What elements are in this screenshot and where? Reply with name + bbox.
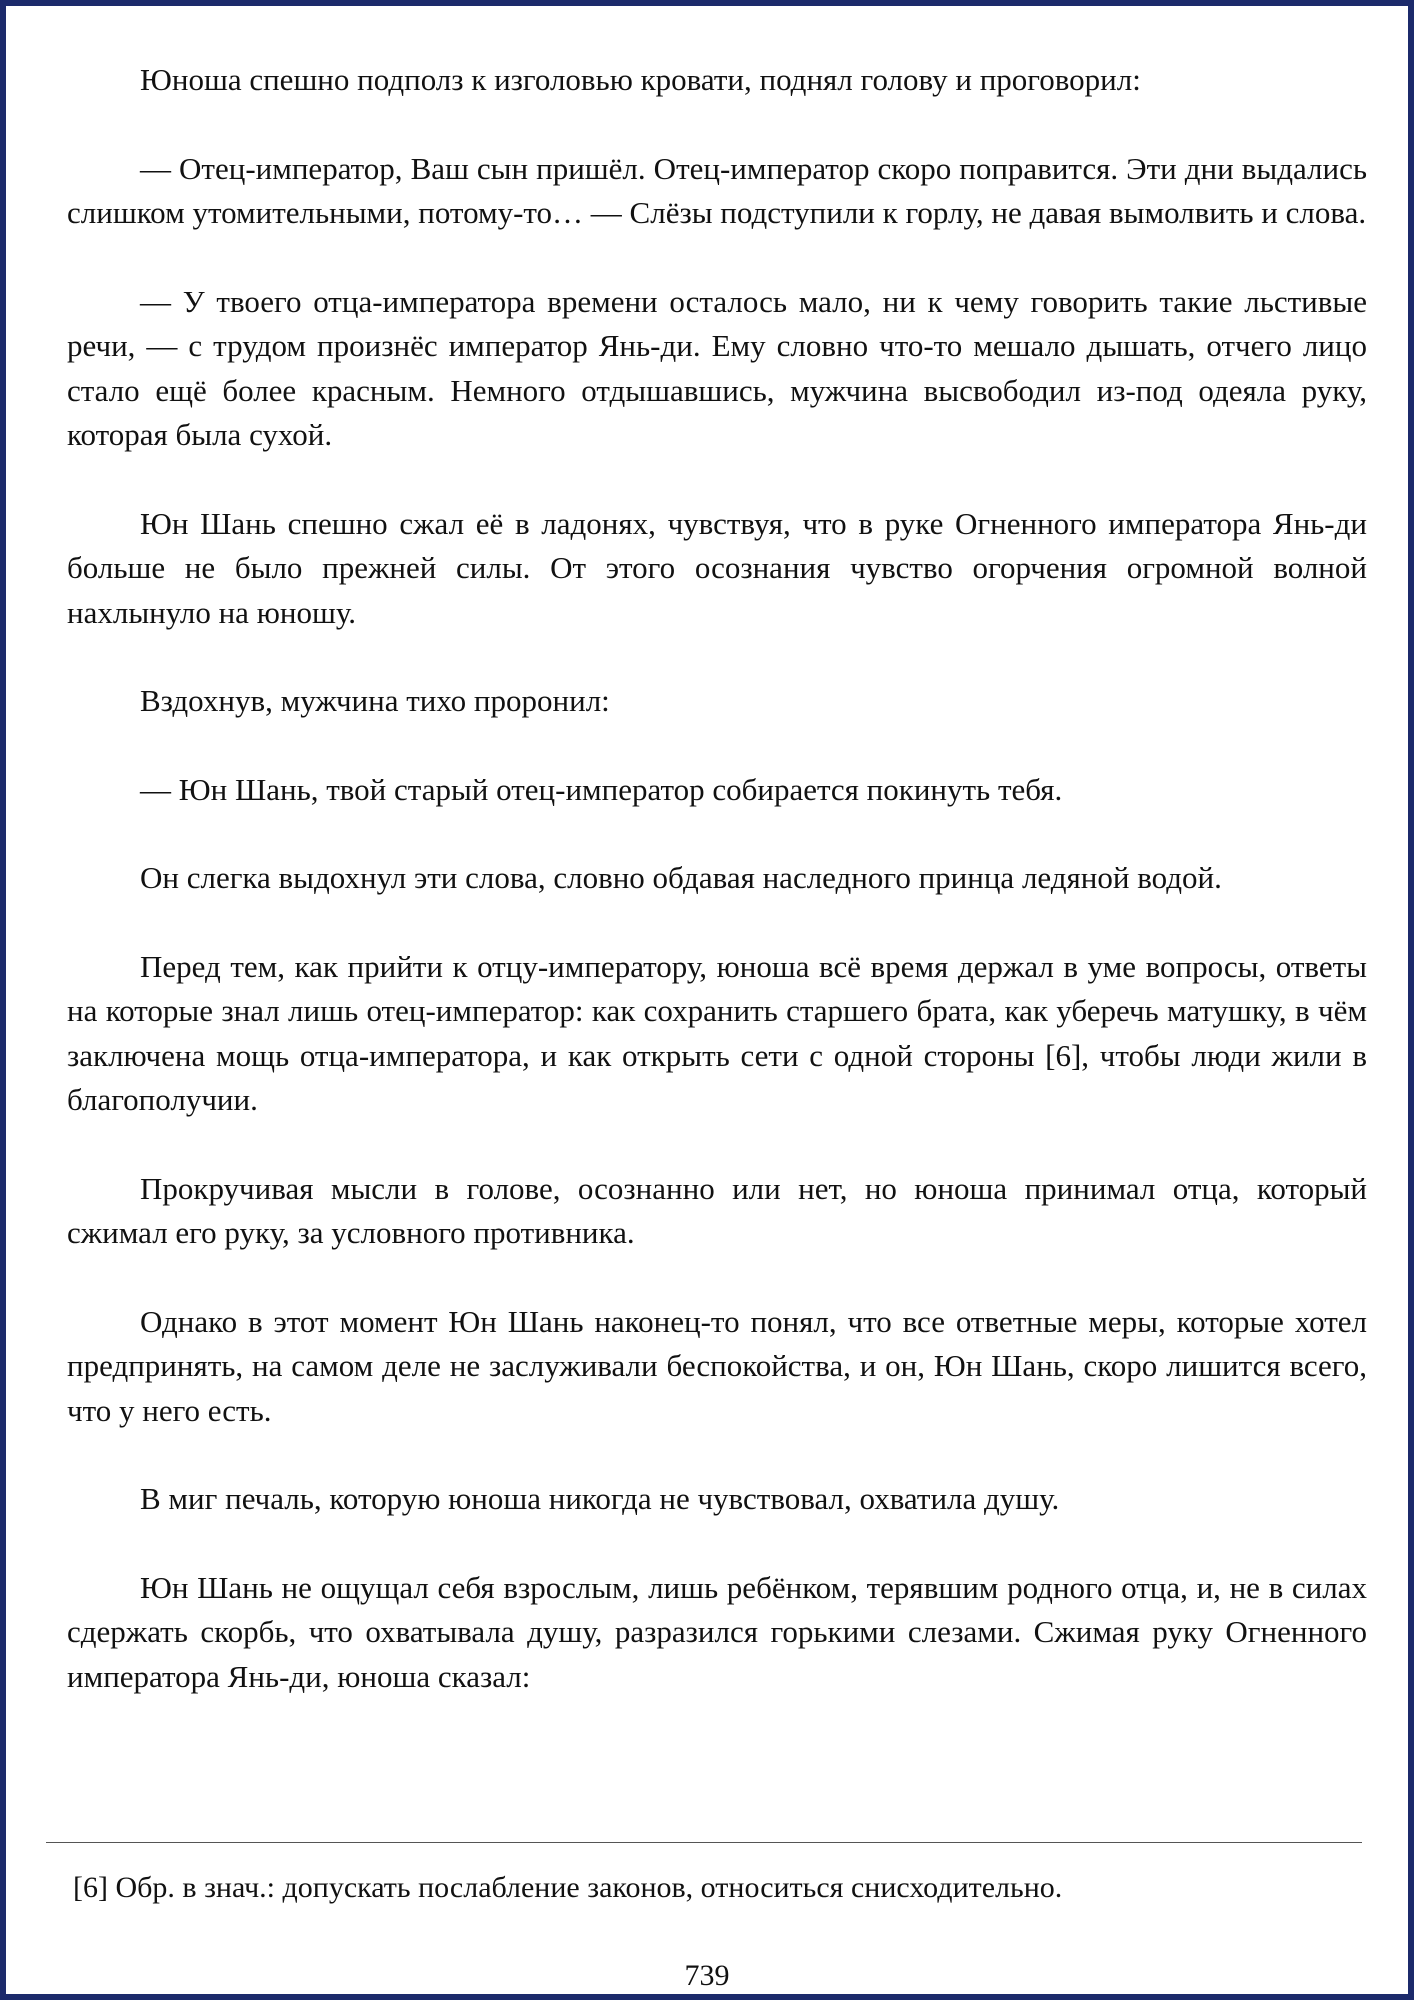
footnote: [6] Обр. в знач.: допускать послабление законов, относиться снисходительно. xyxy=(73,1871,1063,1904)
paragraph-10: Однако в этот момент Юн Шань наконец-то понял, что все ответные меры, которые хотел предпринять, на самом деле не заслуживали беспокойства, и он, Юн Шань, скоро лишится всего, что у него есть. xyxy=(67,1303,1367,1428)
paragraph-7: Он слегка выдохнул эти слова, словно обдавая наследного принца ледяной водой. xyxy=(140,860,1222,895)
paragraph-2: — Отец-император, Ваш сын пришёл. Отец-император скоро поправится. Эти дни выдались слишком утомительными, потому-то… — Слёзы подступили к горлу, не давая вымолвить и слова. xyxy=(67,150,1367,230)
paragraph-6: — Юн Шань, твой старый отец-император собирается покинуть тебя. xyxy=(140,771,1063,807)
paragraph-8: Перед тем, как прийти к отцу-императору, юноша всё время держал в уме вопросы, ответы на которые знал лишь отец-император: как сохранить старшего брата, как уберечь матушку, в чём заключена мощь отца-императора, и как открыть сети с одной стороны [6], чтобы люди жили в благополучии. xyxy=(67,948,1367,1117)
paragraph-1: Юноша спешно подполз к изголовью кровати, поднял голову и проговорил: xyxy=(140,62,1141,97)
paragraph-11: В миг печаль, которую юноша никогда не чувствовал, охватила душу. xyxy=(140,1481,1060,1516)
body-text xyxy=(67,58,1367,1743)
paragraph-5: Вздохнув, мужчина тихо проронил: xyxy=(140,683,610,718)
paragraph-12: Юн Шань не ощущал себя взрослым, лишь ребёнком, терявшим родного отца, и, не в силах сдержать скорбь, что охватывала душу, разразился горькими слезами. Сжимая руку Огненного императора Янь-ди, юноша сказал: xyxy=(67,1569,1367,1694)
paragraph-3: — У твоего отца-императора времени осталось мало, ни к чему говорить такие льстивые речи, — с трудом произнёс император Янь-ди. Ему словно что-то мешало дышать, отчего лицо стало ещё более красным. Немного отдышавшись, мужчина высвободил из-под одеяла руку, которая была сухой. xyxy=(67,283,1367,452)
paragraph-9: Прокручивая мысли в голове, осознанно или нет, но юноша принимал отца, который сжимал его руку, за условного противника. xyxy=(67,1170,1367,1250)
page-number: 739 xyxy=(684,1959,730,1992)
footnote-divider xyxy=(46,1842,1362,1843)
paragraph-4: Юн Шань спешно сжал её в ладонях, чувствуя, что в руке Огненного императора Янь-ди больше не было прежней силы. От этого осознания чувство огорчения огромной волной нахлынуло на юношу. xyxy=(67,505,1367,630)
